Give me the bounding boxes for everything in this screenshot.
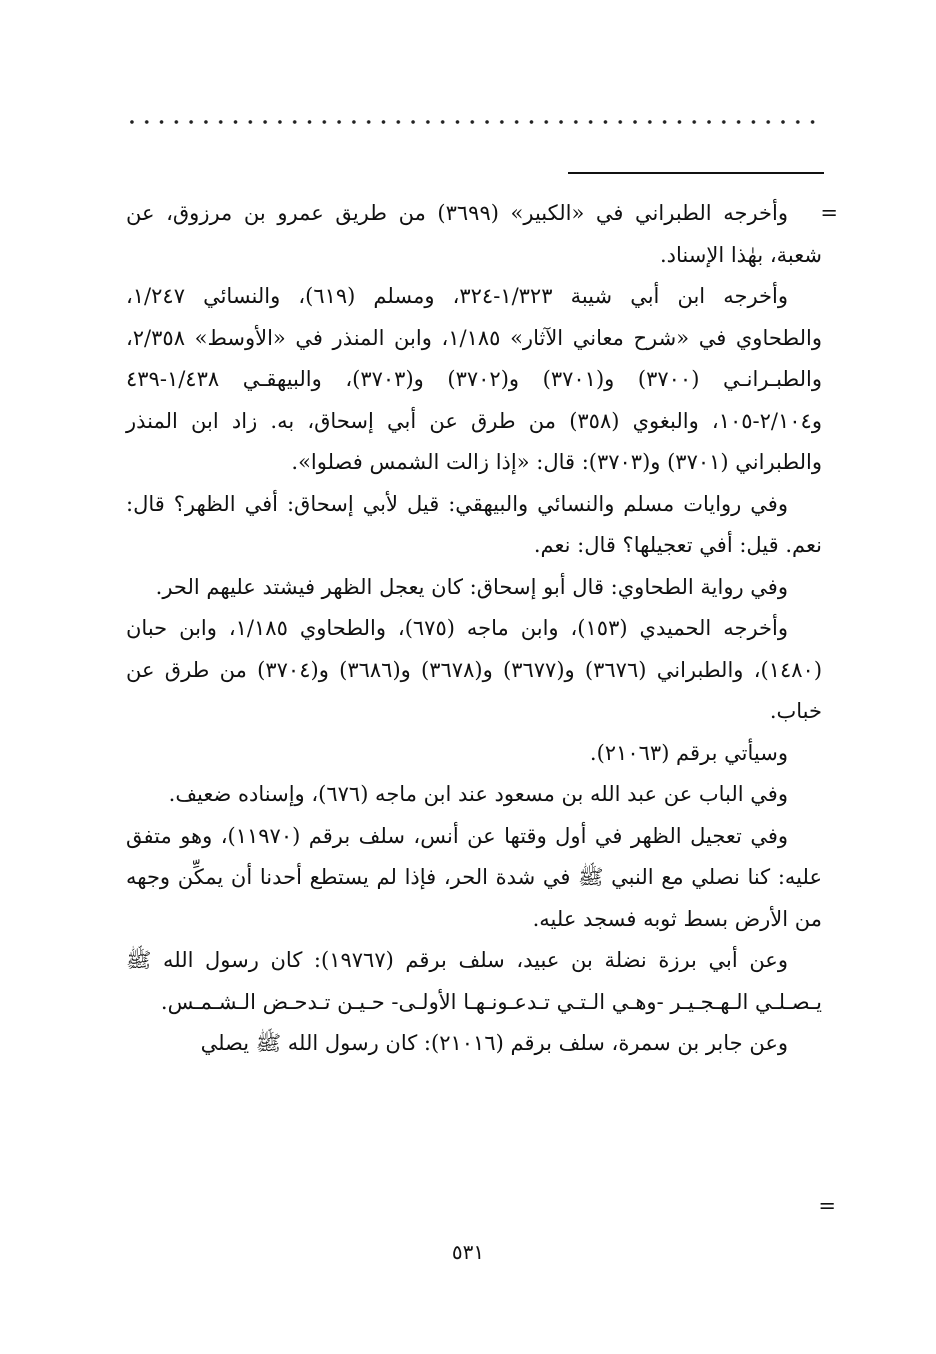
paragraph-7: وفي الباب عن عبد الله بن مسعود عند ابن ماجه (٦٧٦)، وإسناده ضعيف. (168, 782, 788, 806)
paragraph-10: وعن جابر بن سمرة، سلف برقم (٢١٠١٦): كان رسول الله ﷺ يصلي (200, 1031, 788, 1055)
paragraph-4: وفي رواية الطحاوي: قال أبو إسحاق: كان يعجل الظهر فيشتد عليهم الحر. (155, 574, 788, 599)
footnote-text (126, 193, 822, 1065)
paragraph-6: وسيأتي برقم (٢١٠٦٣). (589, 740, 788, 765)
footnote-rule (568, 172, 824, 174)
paragraph-9: وعن أبي برزة نضلة بن عبيد، سلف برقم (١٩٧٦٧): كان رسول الله ﷺ يـصـلـي الـهـجـيـر -وهـي الـتـي تـدعـونـهـا الأولـى- حـيـن تـدحـض الـشـمـس. (126, 948, 822, 1014)
paragraph-5: وأخرجه الحميدي (١٥٣)، وابن ماجه (٦٧٥)، والطحاوي ١/١٨٥، وابن حبان (١٤٨٠)، والطبراني (٣٦٧٦) و(٣٦٧٧) و(٣٦٧٨) و(٣٦٨٦) و(٣٧٠٤) من طرق عن خباب. (126, 616, 823, 723)
paragraph-2: وأخرجه ابن أبي شيبة ١/٣٢٣-٣٢٤، ومسلم (٦١٩)، والنسائي ١/٢٤٧، والطحاوي في «شرح معاني الآثار» ١/١٨٥، وابن المنذر في «الأوسط» ٢/٣٥٨، والطبـرانـي (٣٧٠٠) و(٣٧٠١) و(٣٧٠٢) و(٣٧٠٣)، والبيهقـي ١/٤٣٨-٤٣٩ و٢/١٠٤-١٠٥، والبغوي (٣٥٨) من طرق عن أبي إسحاق، به. زاد ابن المنذر والطبراني (٣٧٠١) و(٣٧٠٣): قال: «إذا زالت الشمس فصلوا». (126, 284, 823, 474)
continuation-mark-top: = (820, 201, 838, 225)
page-number: ٥٣١ (451, 1240, 485, 1264)
dotted-separator (130, 116, 820, 128)
paragraph-3: وفي روايات مسلم والنسائي والبيهقي: قيل لأبي إسحاق: أفي الظهر؟ قال: نعم. قيل: أفي تعجيلها؟ قال: نعم. (126, 491, 822, 557)
paragraph-1: وأخرجه الطبراني في «الكبير» (٣٦٩٩) من طريق عمرو بن مرزوق، عن شعبة، بهٰذا الإسناد. (126, 201, 822, 267)
continuation-mark-bottom: = (818, 1194, 836, 1218)
paragraph-8: وفي تعجيل الظهر في أول وقتها عن أنس، سلف برقم (١١٩٧٠)، وهو متفق عليه: كنا نصلي مع النبي ﷺ في شدة الحر، فإذا لم يستطع أحدنا أن يمكِّن وجهه من الأرض بسط ثوبه فسجد عليه. (126, 823, 822, 931)
